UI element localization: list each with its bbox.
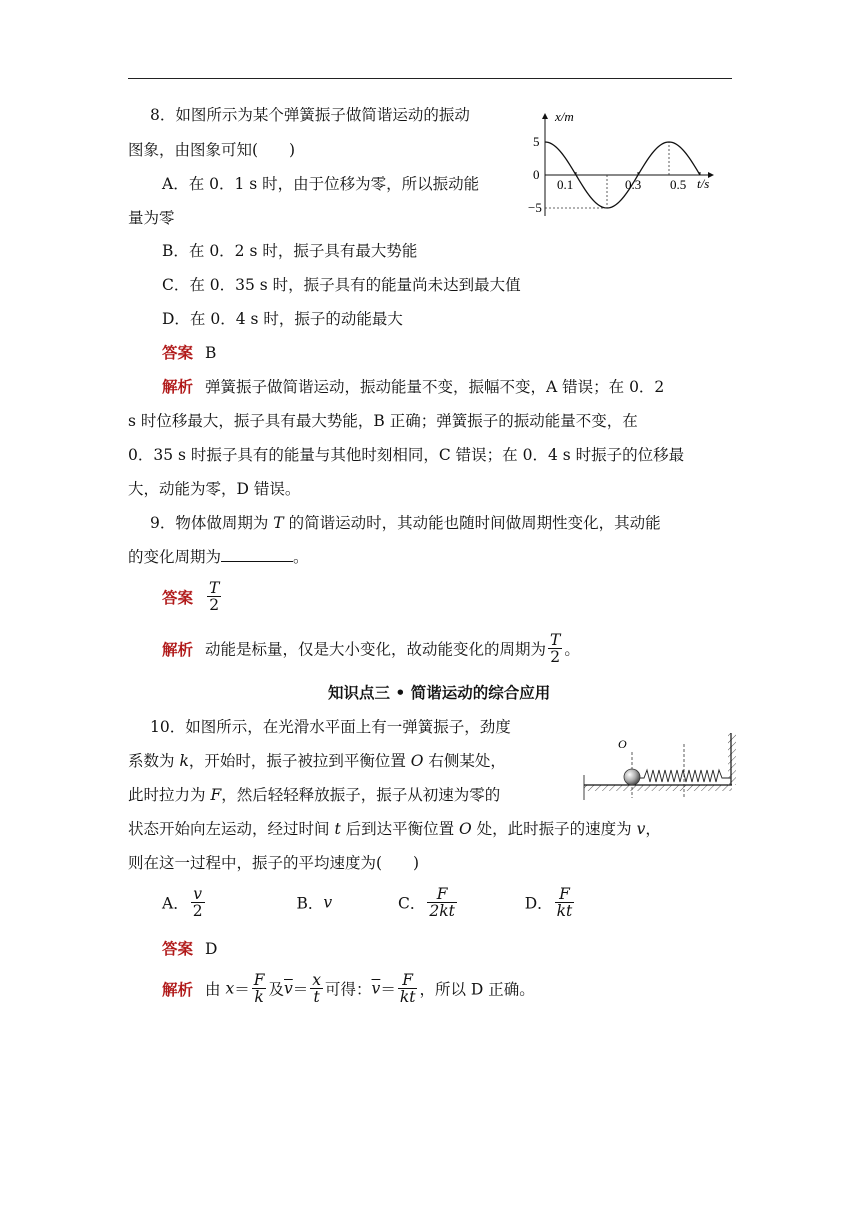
q10-stem-line3: 此时拉力为 F，然后轻轻释放振子，振子从初速为零的 bbox=[128, 786, 501, 804]
y-axis-label: x/m bbox=[555, 109, 574, 124]
x-tick-0.3: 0.3 bbox=[625, 177, 642, 192]
q8-answer bbox=[162, 342, 216, 364]
q9-stem-line1: 9．物体做周期为 T 的简谐运动时，其动能也随时间做周期性变化，其动能 bbox=[150, 514, 661, 532]
q10-stem-line1: 10．如图所示，在光滑水平面上有一弹簧振子，劲度 bbox=[150, 718, 511, 736]
spring bbox=[640, 770, 731, 782]
wall-hatch bbox=[728, 733, 736, 785]
section-heading: 知识点三 • 简谐运动的综合应用 bbox=[328, 684, 551, 702]
q8-analysis-line3: 0．35 s 时振子具有的能量与其他时刻相同，C 错误；在 0．4 s 时振子的位移最 bbox=[128, 446, 685, 464]
ground-hatch bbox=[584, 785, 732, 791]
oscillator-ball bbox=[624, 769, 640, 785]
q9-answer: 答案 $\frac{T}{2}$ bbox=[162, 579, 220, 614]
q8-stem-line2: 图象，由图象可知( ) bbox=[128, 141, 296, 159]
q10-option-a-fraction: $\frac{v}{2}$ bbox=[192, 885, 203, 920]
q9-analysis-fraction: $\frac{T}{2}$ bbox=[550, 631, 561, 666]
q10-stem-line5: 则在这一过程中，振子的平均速度为( ) bbox=[128, 854, 420, 872]
x-tick-0.5: 0.5 bbox=[670, 177, 687, 192]
q8-answer-value: B bbox=[205, 344, 217, 362]
header-rule bbox=[128, 78, 732, 79]
equilibrium-label-O: O bbox=[618, 737, 627, 751]
q9-answer-fraction: $\frac{T}{2}$ bbox=[209, 579, 220, 614]
spring-oscillator-figure bbox=[578, 730, 738, 808]
q9-stem-line2: 的变化周期为 。 bbox=[128, 548, 309, 566]
x-axis-label: t/s bbox=[697, 176, 710, 191]
q8-option-d: D．在 0．4 s 时，振子的动能最大 bbox=[162, 310, 403, 328]
q8-option-b: B．在 0．2 s 时，振子具有最大势能 bbox=[162, 242, 418, 260]
q10-option-d-fraction: $\frac{F}{kt}$ bbox=[556, 885, 573, 920]
q8-option-c: C．在 0．35 s 时，振子具有的能量尚未达到最大值 bbox=[162, 276, 521, 294]
q10-answer: 答案 D bbox=[162, 940, 218, 958]
q8-answer-label: 答案 bbox=[162, 344, 194, 362]
q10-stem-line2: 系数为 k，开始时，振子被拉到平衡位置 O 右侧某处， bbox=[128, 752, 506, 770]
q8-analysis-label: 解析 bbox=[162, 378, 194, 396]
q8-option-a-line1: A．在 0．1 s 时，由于位移为零，所以振动能 bbox=[162, 175, 480, 193]
answer-blank bbox=[221, 547, 293, 562]
q8-analysis-line1: 解析 弹簧振子做简谐运动，振动能量不变，振幅不变，A 错误；在 0．2 bbox=[162, 378, 665, 396]
x-tick-0.1: 0.1 bbox=[557, 177, 574, 192]
y-tick-5: 5 bbox=[533, 134, 540, 149]
vibration-graph bbox=[525, 108, 720, 223]
q8-option-a-line2: 量为零 bbox=[128, 209, 175, 227]
q8-analysis-line2: s 时位移最大，振子具有最大势能，B 正确；弹簧振子的振动能量不变，在 bbox=[128, 412, 638, 430]
q10-stem-line4: 状态开始向左运动，经过时间 t 后到达平衡位置 O 处，此时振子的速度为 v， bbox=[128, 820, 661, 838]
q10-analysis: 解析 由 x＝ $\frac{F}{k}$ 及$\overline{v}=$ $\frac{x}{t}$ 可得：$\overline{v}=$ $\frac{F}{kt}$ ，所以 D 正确。 bbox=[162, 971, 535, 1006]
y-tick-neg5: −5 bbox=[528, 200, 542, 215]
q8-stem-line1: 8．如图所示为某个弹簧振子做简谐运动的振动 bbox=[150, 106, 470, 124]
q8-analysis-line4: 大，动能为零，D 错误。 bbox=[128, 480, 301, 498]
y-tick-0: 0 bbox=[533, 167, 540, 182]
q10-option-c-fraction: $\frac{F}{2kt}$ bbox=[429, 885, 455, 920]
q10-options: A． $\frac{v}{2}$ B．v C． $\frac{F}{2kt}$ D． $\frac{F}{kt}$ bbox=[162, 885, 573, 920]
q9-analysis: 解析 动能是标量，仅是大小变化，故动能变化的周期为 $\frac{T}{2}$ 。 bbox=[162, 631, 580, 666]
